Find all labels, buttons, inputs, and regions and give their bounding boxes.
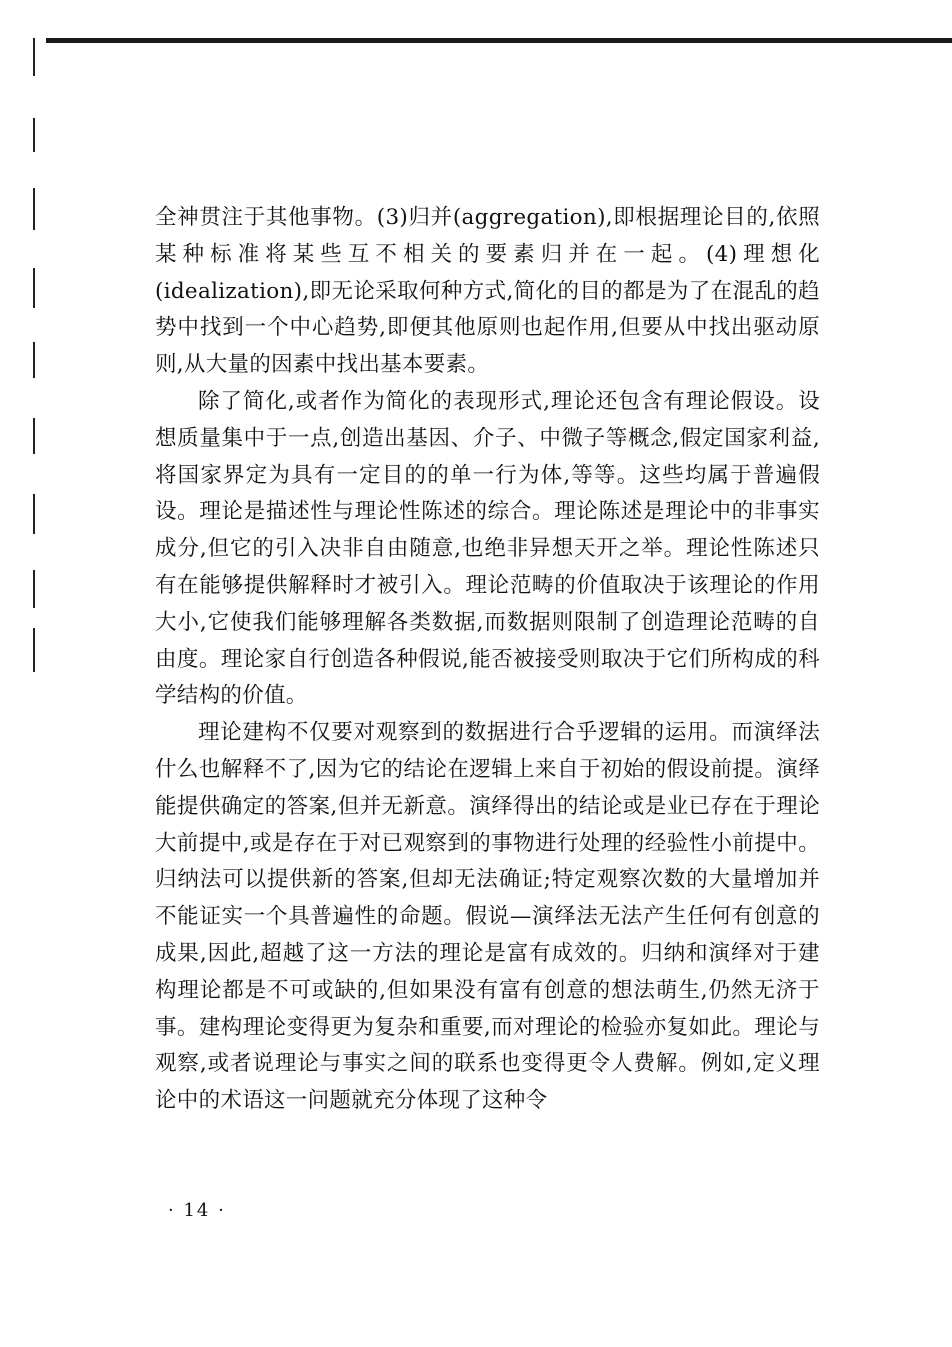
margin-mark: [33, 268, 35, 308]
paragraph: 全神贯注于其他事物。(3)归并(aggregation),即根据理论目的,依照某种标准将某些互不相关的要素归并在一起。(4)理想化(idealization),即无论采取何种方式,简化的目的都是为了在混乱的趋势中找到一个中心趋势,即便其他原则也起作用,但要从中找出驱动原则,从大量的因素中找出基本要素。: [155, 205, 820, 378]
margin-mark: [33, 342, 35, 378]
paragraph: 理论建构不仅要对观察到的数据进行合乎逻辑的运用。而演绎法什么也解释不了,因为它的结论在逻辑上来自于初始的假设前提。演绎能提供确定的答案,但并无新意。演绎得出的结论或是业已存在于理论大前提中,或是存在于对已观察到的事物进行处理的经验性小前提中。归纳法可以提供新的答案,但却无法确证;特定观察次数的大量增加并不能证实一个具普遍性的命题。假说—演绎法无法产生任何有创意的成果,因此,超越了这一方法的理论是富有成效的。归纳和演绎对于建构理论都是不可或缺的,但如果没有富有创意的想法萌生,仍然无济于事。建构理论变得更为复杂和重要,而对理论的检验亦复如此。理论与观察,或者说理论与事实之间的联系也变得更令人费解。例如,定义理论中的术语这一问题就充分体现了这种令: [155, 720, 820, 1114]
margin-mark: [33, 494, 35, 534]
body-text: [155, 200, 820, 1120]
margin-mark: [33, 418, 35, 454]
margin-mark: [33, 570, 35, 608]
paragraph: 除了简化,或者作为简化的表现形式,理论还包含有理论假设。设想质量集中于一点,创造出基因、介子、中微子等概念,假定国家利益,将国家界定为具有一定目的的单一行为体,等等。这些均属于普遍假设。理论是描述性与理论性陈述的综合。理论陈述是理论中的非事实成分,但它的引入决非自由随意,也绝非异想天开之举。理论性陈述只有在能够提供解释时才被引入。理论范畴的价值取决于该理论的作用大小,它使我们能够理解各类数据,而数据则限制了创造理论范畴的自由度。理论家自行创造各种假说,能否被接受则取决于它们所构成的科学结构的价值。: [155, 388, 820, 709]
margin-mark: [33, 38, 35, 76]
margin-mark: [33, 188, 35, 230]
margin-mark: [33, 628, 35, 672]
header-rule: [46, 38, 952, 43]
page-number: · 14 ·: [168, 1200, 226, 1221]
margin-mark: [33, 118, 35, 152]
